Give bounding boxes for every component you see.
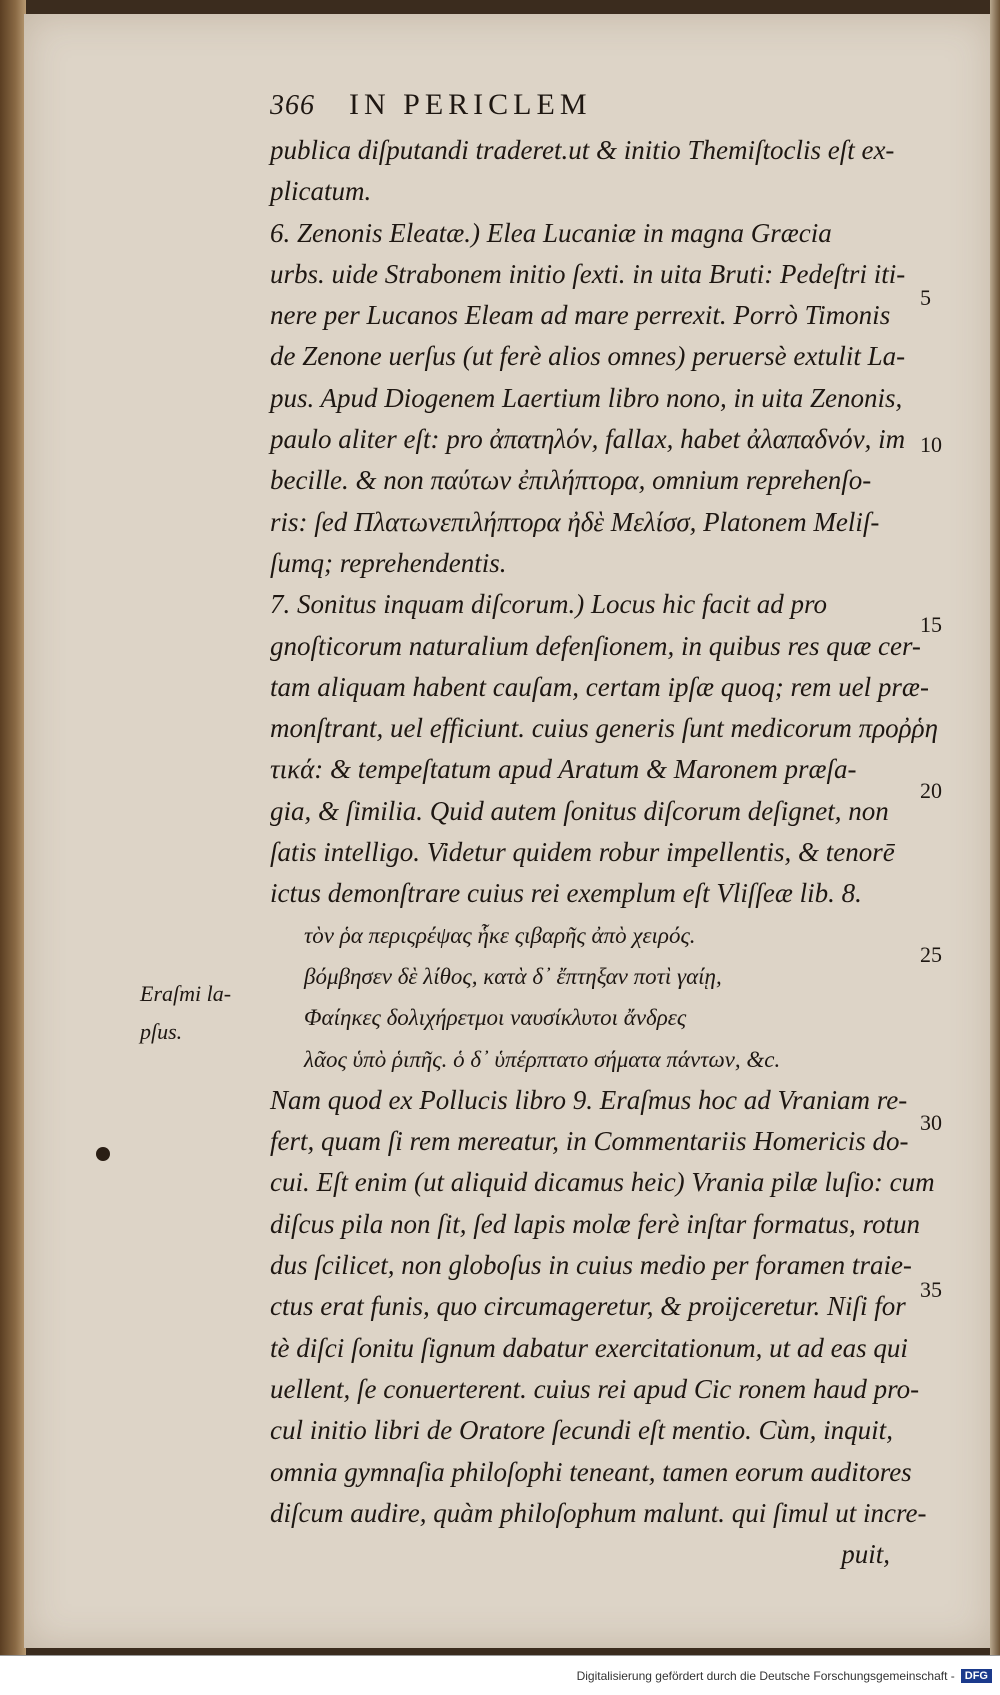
text-line: diſcus pila non ſit, ſed lapis molæ ferè inſtar formatus, rotun xyxy=(270,1208,921,1239)
line-number: 5 xyxy=(920,285,931,310)
page-number: 366 xyxy=(270,90,315,121)
text-line: ictus demonſtrare cuius rei exemplum eſt Vliſſeæ lib. 8. xyxy=(270,878,862,909)
text-line: gnoſticorum naturalium defenſionem, in quibus res quæ cer- xyxy=(270,630,921,661)
text-line: nere per Lucanos Eleam ad mare perrexit. Porrò Timonis xyxy=(270,300,891,331)
text-line: ſatis intelligo. Videtur quidem robur impellentis, & tenorē xyxy=(270,837,895,868)
text-line: fert, quam ſi rem mereatur, in Commentariis Homericis do- xyxy=(270,1126,909,1157)
greek-verse-line: βόμβησεν δὲ λίθος, κατὰ δ᾽ ἔπτηξαν ποτὶ γαίῃ, xyxy=(304,963,722,989)
page-edge xyxy=(990,0,1000,1655)
marginal-note xyxy=(140,975,231,1051)
marginal-note-line: pſus. xyxy=(140,1019,183,1044)
text-line: 6. Zenonis Eleatæ.) Elea Lucaniæ in magna Græcia xyxy=(270,217,832,248)
line-number: 35 xyxy=(920,1277,942,1302)
text-line: pus. Apud Diogenem Laertium libro nono, in uita Zenonis, xyxy=(270,382,903,413)
text-line: urbs. uide Strabonem initio ſexti. in uita Bruti: Pedeſtri iti- xyxy=(270,258,906,289)
greek-verse-line: λᾶος ὑπὸ ῥιπῆς. ὁ δ᾽ ὑπέρπτατο σήματα πάντων, &c. xyxy=(304,1046,781,1072)
text-line: gia, & ſimilia. Quid autem ſonitus diſcorum deſignet, non xyxy=(270,795,889,826)
line-number: 30 xyxy=(920,1110,942,1135)
running-title: IN PERICLEM xyxy=(349,88,592,121)
text-line: becille. & non παύτων ἐπιλήπτορα, omnium reprehenſo- xyxy=(270,465,872,496)
text-line: cui. Eſt enim (ut aliquid dicamus heic) Vrania pilæ luſio: cum xyxy=(270,1167,935,1198)
text-line: omnia gymnaſia philoſophi teneant, tamen eorum auditores xyxy=(270,1456,912,1487)
text-line: monſtrant, uel efficiunt. cuius generis ſunt medicorum προῤῥη xyxy=(270,713,938,744)
footer-text: Digitalisierung gefördert durch die Deutsche Forschungsgemeinschaft - xyxy=(576,1668,955,1683)
text-line: tam aliquam habent cauſam, certam ipſæ quoq; rem uel præ- xyxy=(270,671,929,702)
text-line: uellent, ſe conuerterent. cuius rei apud Cic ronem haud pro- xyxy=(270,1373,920,1404)
greek-verse-line: Φαίηκες δολιχήρετμοι ναυσίκλυτοι ἄνδρες xyxy=(304,1005,687,1031)
line-number: 15 xyxy=(920,612,942,637)
greek-verse-line: τὸν ῥα περιςρέψας ἧκε ςιβαρῆς ἀπὸ χειρός. xyxy=(304,922,696,948)
text-line: ctus erat funis, quo circumageretur, & proijceretur. Niſi for xyxy=(270,1291,906,1322)
text-line: ris: ſed Πλατωνεπιλήπτορα ἠδὲ Μελίσσ, Platonem Meliſ- xyxy=(270,506,880,537)
text-line: dus ſcilicet, non globoſus in cuius medio per foramen traie- xyxy=(270,1250,912,1281)
text-line: de Zenone uerſus (ut ferè alios omnes) peruersè extulit La- xyxy=(270,341,906,372)
line-number: 20 xyxy=(920,778,942,803)
text-line: plicatum. xyxy=(270,176,372,207)
text-line: 7. Sonitus inquam diſcorum.) Locus hic facit ad pro xyxy=(270,589,827,620)
marginal-note-line: Eraſmi la- xyxy=(140,981,232,1006)
text-line: paulo aliter eſt: pro ἀπατηλόν, fallax, habet ἀλαπαδνόν, im xyxy=(270,424,906,455)
book-spine xyxy=(0,0,26,1655)
text-line: tè diſci ſonitu ſignum dabatur exercitationum, ut ad eas qui xyxy=(270,1332,908,1363)
line-number: 25 xyxy=(920,942,942,967)
dfg-logo: DFG xyxy=(961,1669,992,1683)
ink-spot xyxy=(96,1147,110,1161)
digitization-footer xyxy=(0,1655,1000,1695)
text-line: puit, xyxy=(841,1539,890,1570)
text-line: publica diſputandi traderet.ut & initio Themiſtoclis eſt ex- xyxy=(270,135,895,165)
text-line: τικά: & tempeſtatum apud Aratum & Maronem præſa- xyxy=(270,754,857,785)
line-number: 10 xyxy=(920,432,942,457)
page-header xyxy=(270,88,930,130)
text-line: cul initio libri de Oratore ſecundi eſt mentio. Cùm, inquit, xyxy=(270,1415,893,1446)
text-line: diſcum audire, quàm philoſophum malunt. qui ſimul ut incre- xyxy=(270,1497,927,1528)
text-line: ſumq; reprehendentis. xyxy=(270,547,507,578)
text-line: Nam quod ex Pollucis libro 9. Eraſmus hoc ad Vraniam re- xyxy=(270,1084,908,1115)
